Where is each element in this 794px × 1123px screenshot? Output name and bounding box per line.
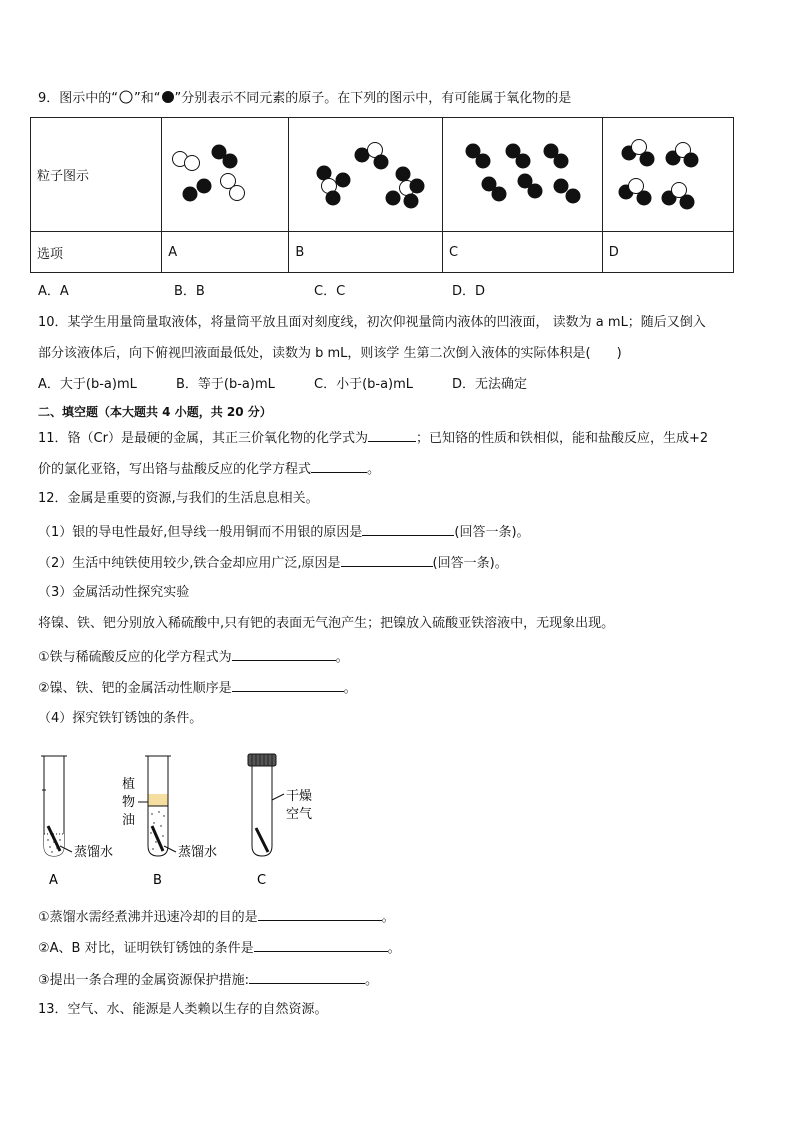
q11-blank-formula[interactable] [368, 429, 416, 442]
white-atom-icon [118, 90, 134, 104]
q12-d1: ①蒸馏水需经煮沸并迅速冷却的目的是 。 [38, 910, 395, 925]
q12-part1: （1）银的导电性最好,但导线一般用铜而不用银的原因是 (回答一条)。 [38, 525, 530, 540]
section-heading: 二、填空题（本大题共 4 小题，共 20 分） [38, 405, 272, 419]
tube-b-water-label: 蒸馏水 [178, 845, 218, 860]
q9-answers [38, 284, 485, 300]
q12-item2: ②镍、铁、钯的金属活动性顺序是 。 [38, 681, 357, 696]
tube-c-label: C [257, 873, 267, 888]
particle-diagram-a [162, 118, 289, 232]
q10-option-c[interactable]: C．小于(b-a)mL [314, 377, 414, 392]
q11-blank-equation[interactable] [311, 460, 367, 473]
q12-d3: ③提出一条合理的金属资源保护措施: 。 [38, 973, 379, 988]
tube-a [41, 756, 72, 856]
q9-stem: 9．图示中的“ ”和“ ”分别表示不同元素的原子。在下列的图示中，有可能属于氧化物的是 [38, 91, 572, 106]
q10-option-d[interactable]: D．无法确定 [452, 377, 528, 392]
q9-option-d[interactable]: D．D [452, 284, 486, 299]
q12-part3-desc: 将镍、铁、钯分别放入稀硫酸中,只有钯的表面无气泡产生；把镍放入硫酸亚铁溶液中，无现象出现。 [38, 616, 615, 631]
q9-option-c[interactable]: C．C [314, 284, 346, 299]
q10-option-b[interactable]: B．等于(b-a)mL [176, 377, 275, 392]
q10-options [38, 377, 527, 393]
particle-diagram-d [602, 118, 733, 232]
particle-diagram-b [289, 118, 443, 232]
tube-c [248, 754, 284, 856]
particle-diagram-c [443, 118, 603, 232]
row-label-options: 选项 [31, 232, 162, 273]
oil-label-1: 植 [122, 777, 136, 792]
q10-line1: 10．某学生用量筒量取液体，将量筒平放且面对刻度线，初次仰视量筒内液体的凹液面， 读数为 a mL；随后又倒入 [38, 315, 706, 330]
q12-intro: 12．金属是重要的资源,与我们的生活息息相关。 [38, 491, 319, 506]
q9-option-b[interactable]: B．B [174, 284, 205, 299]
col-label-b: B [289, 232, 443, 273]
q12-part4: （4）探究铁钉锈蚀的条件。 [38, 711, 203, 726]
oil-label-2: 物 [122, 795, 136, 810]
q10-line2: 部分该液体后，向下俯视凹液面最低处，读数为 b mL，则该学 生第二次倒入液体的实际体积是( ) [38, 346, 622, 361]
q12-blank-condition[interactable] [254, 939, 388, 952]
q9-table [30, 117, 734, 273]
dry-air-label-2: 空气 [286, 807, 313, 822]
q12-blank-boil[interactable] [258, 908, 382, 921]
dry-air-label-1: 干燥 [286, 789, 313, 804]
q12-part3: （3）金属活动性探究实验 [38, 585, 190, 600]
test-tube-figure [30, 748, 330, 888]
col-label-d: D [602, 232, 733, 273]
q13-stem: 13．空气、水、能源是人类赖以生存的自然资源。 [38, 1002, 328, 1017]
tube-a-label: A [49, 873, 58, 888]
q12-part2: （2）生活中纯铁使用较少,铁合金却应用广泛,原因是 (回答一条)。 [38, 556, 508, 571]
diagram-d-svg [603, 118, 731, 231]
q11-line1: 11．铬（Cr）是最硬的金属，其正三价氧化物的化学式为 ；已知铬的性质和铁相似，能和盐酸反应，生成+2 [38, 431, 709, 446]
diagram-b-svg [289, 118, 439, 231]
q12-blank-2[interactable] [341, 554, 433, 567]
oil-label-3: 油 [122, 813, 136, 828]
q12-blank-1[interactable] [362, 523, 454, 536]
diagram-c-svg [443, 118, 599, 231]
q9-option-a[interactable]: A．A [38, 284, 69, 299]
tube-b-label: B [153, 873, 162, 888]
row-label-particles: 粒子图示 [31, 118, 162, 232]
diagram-a-svg [162, 118, 286, 231]
q11-line2: 价的氯化亚铬，写出铬与盐酸反应的化学方程式 。 [38, 462, 381, 477]
q10-option-a[interactable]: A．大于(b-a)mL [38, 377, 137, 392]
black-atom-icon [161, 90, 175, 104]
tube-b [138, 756, 176, 856]
q12-blank-protection[interactable] [249, 971, 365, 984]
q12-blank-equation[interactable] [232, 648, 336, 661]
tube-a-water-label: 蒸馏水 [74, 845, 114, 860]
q12-blank-order[interactable] [232, 679, 344, 692]
q12-item1: ①铁与稀硫酸反应的化学方程式为 。 [38, 650, 349, 665]
col-label-c: C [443, 232, 603, 273]
col-label-a: A [162, 232, 289, 273]
q12-d2: ②A、B 对比，证明铁钉锈蚀的条件是 。 [38, 941, 401, 956]
